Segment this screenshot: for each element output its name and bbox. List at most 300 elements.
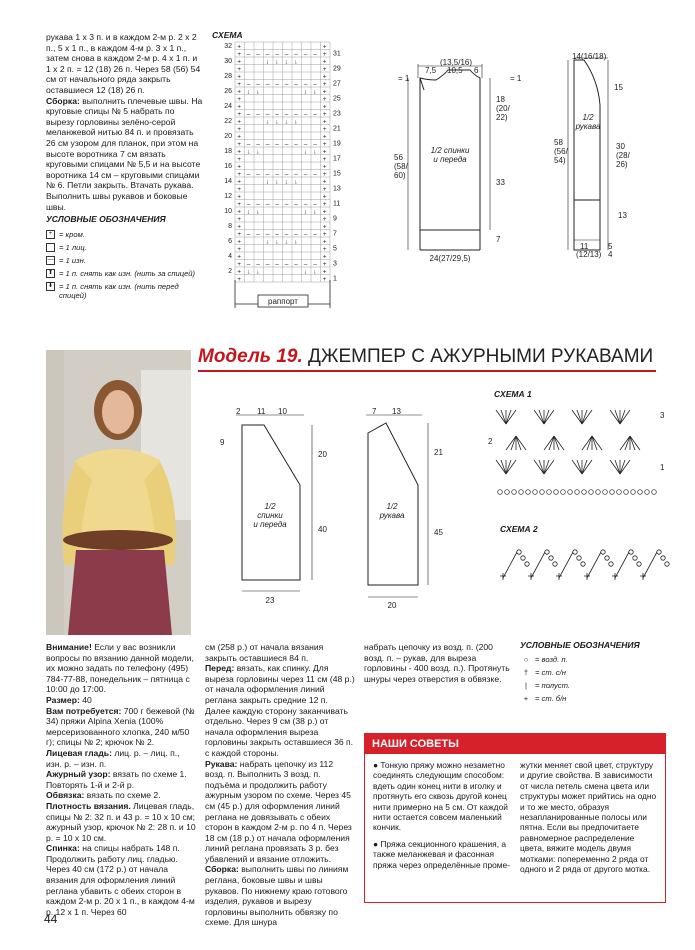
dim-label: (56/ (554, 147, 568, 156)
grid-symbol: ↓ (246, 88, 250, 96)
crochet-fan (582, 436, 602, 450)
chain-stitch (554, 490, 559, 495)
chain-stitch (549, 556, 553, 560)
row-number: 6 (228, 238, 232, 245)
grid-symbol: – (294, 200, 298, 208)
grid-symbol: ↓ (303, 148, 307, 156)
dim-label: 7 (496, 235, 501, 244)
grid-symbol: ↓ (256, 88, 260, 96)
grid-symbol: ↓ (256, 148, 260, 156)
chain-stitch (521, 556, 525, 560)
grid-symbol: – (294, 50, 298, 58)
grid-symbol: + (237, 88, 241, 96)
grid-symbol: – (303, 50, 308, 58)
piece-label: 1/2 (264, 502, 276, 511)
grid-symbol: + (322, 58, 327, 66)
tips-title: НАШИ СОВЕТЫ (365, 734, 665, 754)
grid-symbol: – (294, 230, 298, 238)
rapport-label: раппорт (268, 297, 298, 306)
crochet-fan (506, 436, 526, 450)
legend-item: † = ст. с/н (523, 668, 566, 677)
crochet-fan (572, 460, 592, 474)
dim-label: 24(27/29,5) (429, 254, 471, 263)
grid-symbol: – (246, 50, 251, 58)
paragraph: Плотность вязания. Лицевая гладь, спицы № 2: 32 п. и 43 р. = 10 х 10 см; ажурный узор, крючок № 2: 28 п. и 10 р. = 10 х 10 см. (46, 800, 196, 843)
grid-symbol: + (237, 43, 241, 51)
paragraph: Сборка: выполнить швы по линиям реглана, боковые швы и швы рукавов. По нижнему краю готового изделия, рукавов и вырезу горловины выполнить обвязку по схеме. Для шнура (205, 864, 349, 928)
legend-item: ○ = возд. п. (523, 655, 568, 664)
grid-symbol: – (303, 80, 308, 88)
grid-symbol: + (322, 110, 327, 118)
grid-symbol: + (237, 50, 241, 58)
pattern-sleeve-mid (352, 405, 462, 615)
row-number: 9 (333, 215, 337, 223)
legend-item: ⬇ = 1 п. снять как изн. (нить перед спицей) (47, 282, 179, 300)
chain-stitch (596, 490, 601, 495)
grid-symbol: + (237, 178, 241, 186)
chain-stitch (657, 550, 661, 554)
paragraph: Рукава: набрать цепочку из 112 возд. п. Выполнить 3 возд. п. подъёма и продолжить работу ажурным узором по схеме. Через 45 см (45 р.) для оформления линий реглана не довязывать с обеих сторон в каждом 2-м р. по 4 п. Через 18 см (18 р.) от начала оформления линий реглана провязать 3 р. без убавлений и вязание отложить. (205, 758, 352, 864)
crochet-fan (496, 460, 516, 474)
grid-symbol: + (322, 170, 327, 178)
row-number: 10 (224, 208, 232, 215)
row-number: 1 (333, 275, 337, 283)
grid-symbol: – (265, 170, 270, 178)
legend-item: = 1 лиц. (46, 243, 206, 252)
paragraph: Обвязка: вязать по схеме 2. (46, 790, 161, 801)
grid-symbol: + (322, 133, 327, 141)
grid-symbol: – (303, 230, 308, 238)
grid-symbol: + (322, 200, 327, 208)
crochet-fan (572, 410, 592, 424)
grid-symbol: + (237, 110, 241, 118)
grid-symbol: ↓ (313, 208, 317, 216)
grid-symbol: + (322, 50, 327, 58)
chain-stitch (547, 490, 552, 495)
pattern-sleeve-top (548, 50, 673, 265)
row-number: 31 (333, 50, 341, 58)
model-photo (46, 350, 191, 635)
grid-symbol: – (294, 80, 298, 88)
row-number: 17 (333, 155, 341, 163)
grid-symbol: + (237, 80, 241, 88)
grid-symbol: + (322, 208, 327, 216)
legend-top (46, 214, 206, 304)
grid-symbol: – (256, 50, 260, 58)
grid-symbol: + (237, 155, 241, 163)
dim-label: (58/ (394, 162, 408, 171)
dim-label: 54) (554, 156, 566, 165)
grid-symbol: – (275, 200, 279, 208)
dim-label: (20/ (496, 104, 510, 113)
row-number: 22 (224, 118, 232, 125)
row-number: 3 (333, 260, 337, 268)
chain-stitch (637, 562, 641, 566)
legend-title: УСЛОВНЫЕ ОБОЗНАЧЕНИЯ (46, 214, 166, 224)
grid-symbol: – (256, 170, 260, 178)
paragraph: набрать цепочку из возд. п. (200 возд. п. – рукав, для выреза горловины - 400 возд. п.). Протянуть шнуры через отверстия в обвязке. (364, 642, 510, 684)
chain-stitch (633, 556, 637, 560)
grid-symbol: + (237, 118, 241, 126)
grid-symbol: + (237, 163, 241, 171)
grid-symbol: ↓ (246, 268, 250, 276)
grid-symbol: + (322, 140, 327, 148)
grid-symbol: + (237, 275, 241, 283)
dim-label: 10,5 (447, 66, 463, 75)
grid-symbol: – (303, 260, 308, 268)
chain-stitch (589, 490, 594, 495)
row-number: 4 (228, 253, 232, 260)
dim-label: 56 (394, 153, 403, 162)
chain-stitch (629, 550, 633, 554)
grid-symbol: – (284, 110, 289, 118)
tip-item: жутки меняет свой цвет, структуру и другие свойства. В зависимости от числа петель смена цвета или структуры может прийтись на одно и то же место, образуя незапланированные полосы или пятна. Если вы предпочитаете равномерное распределение цвета, вяжите модель двумя мотками: попеременно 2 ряда от одного и 2 ряда от другого мотка. (520, 760, 657, 875)
row-number: 29 (333, 65, 341, 73)
dim-label: 21 (434, 448, 443, 457)
stitch-line (643, 552, 657, 578)
dim-label: 23 (265, 596, 275, 605)
grid-symbol: + (322, 163, 327, 171)
grid-symbol: – (284, 170, 289, 178)
chain-stitch (575, 490, 580, 495)
grid-symbol: ↓ (303, 208, 307, 216)
grid-symbol: + (322, 73, 327, 81)
chain-stitch (498, 490, 503, 495)
row-number: 26 (224, 88, 232, 95)
grid-symbol: – (246, 140, 251, 148)
grid-symbol: + (237, 253, 241, 261)
dim-label: 58 (554, 138, 563, 147)
grid-symbol: + (322, 95, 327, 103)
grid-symbol: + (237, 200, 241, 208)
grid-symbol: + (237, 140, 241, 148)
dim-label: 40 (318, 525, 327, 534)
row-number: 7 (333, 230, 337, 238)
crochet-fan (610, 460, 630, 474)
chain-stitch (624, 490, 629, 495)
page-number: 44 (44, 912, 58, 926)
grid-symbol: – (303, 140, 308, 148)
row-number: 14 (224, 178, 232, 185)
stitch-line (503, 552, 517, 578)
grid-symbol: + (322, 193, 327, 201)
grid-symbol: ↓ (303, 88, 307, 96)
grid-symbol: – (303, 110, 308, 118)
crochet-fan (544, 436, 564, 450)
grid-symbol: – (313, 110, 317, 118)
grid-symbol: ↓ (246, 148, 250, 156)
chain-stitch (512, 490, 517, 495)
tip-item: ● Пряжа секционного крашения, а также меланжевая и фасонная пряжа через определённые проме- (373, 838, 510, 870)
crochet-fan (496, 410, 516, 424)
dim-label: 33 (496, 178, 505, 187)
grid-symbol: – (256, 110, 260, 118)
dim-label: 18 (496, 95, 505, 104)
paragraph: Вам потребуется: 700 г бежевой (№ 34) пряжи Alpina Xenia (100% мерсеризованного хлопка, 240 м/50 г); спицы № 2; крючок № 2. (46, 705, 195, 748)
model-header (198, 346, 656, 372)
grid-symbol: ↓ (294, 58, 298, 66)
dim-label: (13,5/16) (440, 58, 473, 67)
stitch-line (615, 552, 629, 578)
row-number: 2 (488, 437, 493, 446)
eq-label: = 1 (510, 74, 522, 83)
dim-label: 14(16/18) (572, 52, 607, 61)
grid-symbol: + (322, 178, 327, 186)
grid-symbol: – (284, 80, 289, 88)
grid-symbol: – (265, 50, 270, 58)
grid-symbol: + (322, 148, 327, 156)
stitch-line (531, 552, 545, 578)
grid-symbol: – (294, 140, 298, 148)
row-number: 3 (660, 411, 665, 420)
tip-item: ● Тонкую пряжу можно незаметно соединять следующим способом: вдеть один конец нити в иголку и протянуть его сквозь другой конец нити примерно на 5 см. От каждой нити остается совсем маленький кончик. (373, 760, 508, 833)
grid-symbol: – (246, 200, 251, 208)
dim-label: 11 (257, 407, 266, 416)
grid-symbol: – (313, 200, 317, 208)
grid-symbol: + (322, 268, 327, 276)
row-number: 5 (333, 245, 337, 253)
row-number: 15 (333, 170, 341, 178)
grid-symbol: + (237, 148, 241, 156)
grid-symbol: + (322, 65, 327, 73)
legend-item: ⬆ = 1 п. снять как изн. (нить за спицей) (47, 269, 196, 278)
grid-symbol: ↓ (313, 148, 317, 156)
grid-symbol: – (303, 200, 308, 208)
grid-symbol: – (265, 200, 270, 208)
chain-stitch (573, 550, 577, 554)
chain-stitch (652, 490, 657, 495)
grid-symbol: – (256, 140, 260, 148)
row-number: 18 (224, 148, 232, 155)
grid-symbol: + (322, 103, 327, 111)
grid-symbol: – (294, 260, 298, 268)
grid-symbol: ↓ (284, 58, 288, 66)
chain-stitch (603, 490, 608, 495)
dim-label: 10 (278, 407, 287, 416)
paragraph: Лицевая гладь: лиц. р. – лиц. п., изн. р. – изн. п. (46, 747, 180, 769)
grid-symbol: + (322, 215, 327, 223)
grid-symbol: – (284, 140, 289, 148)
grid-symbol: – (256, 80, 260, 88)
schema1-label: СХЕМА 1 (494, 389, 532, 399)
dim-label: 11 (580, 242, 589, 251)
paragraph: см (258 р.) от начала вязания закрыть оставшиеся 84 п. (205, 642, 324, 663)
grid-symbol: + (237, 260, 241, 268)
piece-label: и переда (253, 520, 287, 529)
grid-symbol: – (275, 50, 279, 58)
grid-symbol: + (322, 43, 327, 51)
chain-stitch (581, 562, 585, 566)
grid-symbol: ↓ (265, 178, 269, 186)
grid-symbol: + (322, 260, 327, 268)
grid-symbol: – (313, 80, 317, 88)
grid-symbol: – (275, 110, 279, 118)
grid-symbol: – (246, 110, 251, 118)
legend-item: | = полуст. (525, 681, 570, 690)
row-number: 13 (333, 185, 341, 193)
grid-symbol: ↓ (275, 238, 279, 246)
grid-symbol: – (256, 200, 260, 208)
dim-label: 26) (616, 160, 628, 169)
chain-stitch (645, 490, 650, 495)
dim-label: (12/13) (576, 250, 602, 259)
grid-symbol: + (322, 230, 327, 238)
eq-label: = 1 (398, 74, 410, 83)
grid-symbol: ↓ (265, 58, 269, 66)
chain-stitch (577, 556, 581, 560)
schema-top-label: СХЕМА (212, 30, 243, 40)
grid-symbol: ↓ (284, 178, 288, 186)
grid-symbol: + (237, 238, 241, 246)
piece-label: спинки (257, 511, 283, 520)
text-column-1 (46, 642, 196, 917)
grid-symbol: – (313, 140, 317, 148)
grid-symbol: – (275, 80, 279, 88)
dim-label: 60) (394, 171, 406, 180)
crochet-fan (610, 410, 630, 424)
schema-top-grid (210, 40, 360, 315)
grid-symbol: – (265, 230, 270, 238)
grid-symbol: + (322, 118, 327, 126)
row-number: 2 (228, 268, 232, 275)
dim-label: 30 (616, 142, 625, 151)
grid-symbol: ↓ (265, 118, 269, 126)
row-number: 8 (228, 223, 232, 230)
row-number: 27 (333, 80, 341, 88)
dim-label: 2 (236, 407, 241, 416)
legend-title: УСЛОВНЫЕ ОБОЗНАЧЕНИЯ (520, 640, 640, 650)
chain-stitch (568, 490, 573, 495)
grid-symbol: – (284, 260, 289, 268)
chain-stitch (582, 490, 587, 495)
row-number: 16 (224, 163, 232, 170)
paragraph: Сборка: выполнить плечевые швы. На круговые спицы № 5 набрать по вырезу горловины зелёно-серой меланжевой нитью 84 п. и провязать 26 см узором для планок, при этом на высоте воротника 7 см вязать круговыми спицами № 5,5 и на высоте воротника 14 см – круговыми спицами № 6. Петли закрыть. Втачать рукава. Выполнить швы рукавов и боковые швы. (46, 95, 203, 212)
grid-symbol: + (237, 245, 241, 253)
row-number: 32 (224, 43, 232, 50)
grid-symbol: + (237, 125, 241, 133)
grid-symbol: + (237, 58, 241, 66)
grid-symbol: – (313, 50, 317, 58)
dim-label: 5 (608, 242, 613, 251)
grid-symbol: + (322, 155, 327, 163)
chain-stitch (505, 490, 510, 495)
grid-symbol: – (265, 110, 270, 118)
grid-symbol: – (275, 140, 279, 148)
row-number: 24 (224, 103, 232, 110)
grid-symbol: – (275, 170, 279, 178)
paragraph: Перед: вязать, как спинку. Для выреза горловины через 11 см (48 р.) от начала оформления линий реглана закрыть средние 12 п. Далее каждую сторону заканчивать отдельно. Через 9 см (38 р.) от начала оформления выреза горловины закрыть оставшиеся 36 п. с каждой стороны. (205, 663, 355, 758)
grid-symbol: – (246, 170, 251, 178)
piece-label: и переда (433, 155, 467, 164)
top-left-text (46, 32, 204, 212)
grid-symbol: ↓ (275, 118, 279, 126)
schema2-diagram (495, 540, 670, 590)
row-number: 25 (333, 95, 341, 103)
grid-symbol: ↓ (294, 178, 298, 186)
dim-label: 4 (608, 250, 613, 259)
grid-symbol: – (256, 230, 260, 238)
dim-label: (28/ (616, 151, 630, 160)
grid-symbol: – (265, 140, 270, 148)
grid-symbol: ↓ (246, 208, 250, 216)
grid-symbol: – (284, 200, 289, 208)
grid-symbol: ↓ (294, 238, 298, 246)
grid-symbol: – (313, 230, 317, 238)
grid-symbol: ↓ (284, 118, 288, 126)
chain-stitch (533, 490, 538, 495)
model-title: Модель 19. ДЖЕМПЕР С АЖУРНЫМИ РУКАВАМИ (198, 346, 654, 367)
crochet-fan (534, 460, 554, 474)
grid-symbol: – (275, 230, 279, 238)
dim-label: 6 (474, 66, 479, 75)
grid-symbol: + (322, 245, 327, 253)
crochet-fan (620, 436, 640, 450)
pattern-body-top (390, 50, 535, 265)
grid-symbol: – (246, 260, 251, 268)
grid-symbol: ↓ (275, 58, 279, 66)
chain-stitch (661, 556, 665, 560)
dim-label: 7,5 (425, 66, 437, 75)
grid-symbol: + (322, 88, 327, 96)
dim-label: 13 (618, 211, 627, 220)
grid-symbol: – (313, 260, 317, 268)
chain-stitch (601, 550, 605, 554)
dim-label: 22) (496, 113, 508, 122)
chain-stitch (526, 490, 531, 495)
text-column-2 (205, 642, 355, 928)
row-number: 21 (333, 125, 341, 133)
dim-label: 13 (392, 407, 401, 416)
schema2-label: СХЕМА 2 (500, 524, 538, 534)
chain-stitch (545, 550, 549, 554)
dim-label: 20 (318, 450, 327, 459)
chain-stitch (638, 490, 643, 495)
paragraph: Ажурный узор: вязать по схеме 1. Повторять 1-й и 2-й р. (46, 769, 187, 790)
grid-symbol: ↓ (313, 268, 317, 276)
piece-label: рукава (575, 122, 601, 131)
stitch-line (559, 552, 573, 578)
row-number: 23 (333, 110, 341, 118)
piece-label: 1/2 (386, 502, 398, 511)
grid-symbol: ↓ (284, 238, 288, 246)
schema1-diagram (486, 400, 676, 500)
chain-stitch (665, 562, 669, 566)
row-number: 12 (224, 193, 232, 200)
grid-symbol: – (284, 50, 289, 58)
grid-symbol: – (294, 170, 298, 178)
pattern-body-mid (212, 405, 342, 610)
grid-symbol: – (294, 110, 298, 118)
grid-symbol: + (322, 223, 327, 231)
chain-stitch (561, 490, 566, 495)
grid-symbol: + (237, 208, 241, 216)
legend-item: + = кром. (46, 230, 206, 239)
dim-label: 7 (372, 407, 377, 416)
grid-symbol: + (237, 223, 241, 231)
chain-stitch (605, 556, 609, 560)
grid-symbol: + (237, 95, 241, 103)
grid-symbol: + (237, 230, 241, 238)
paragraph: Внимание! Если у вас возникли вопросы по вязанию данной модели, их можно задать по телефону (495) 784-77-88, понедельник – пятница с 10:00 до 17:00. (46, 642, 194, 695)
grid-symbol: – (284, 230, 289, 238)
grid-symbol: ↓ (303, 268, 307, 276)
grid-symbol: + (237, 268, 241, 276)
crochet-fan (534, 410, 554, 424)
legend-item: — = 1 изн. (47, 256, 86, 265)
chain-stitch (540, 490, 545, 495)
grid-symbol: ↓ (265, 238, 269, 246)
paragraph: Размер: 40 (46, 694, 92, 705)
